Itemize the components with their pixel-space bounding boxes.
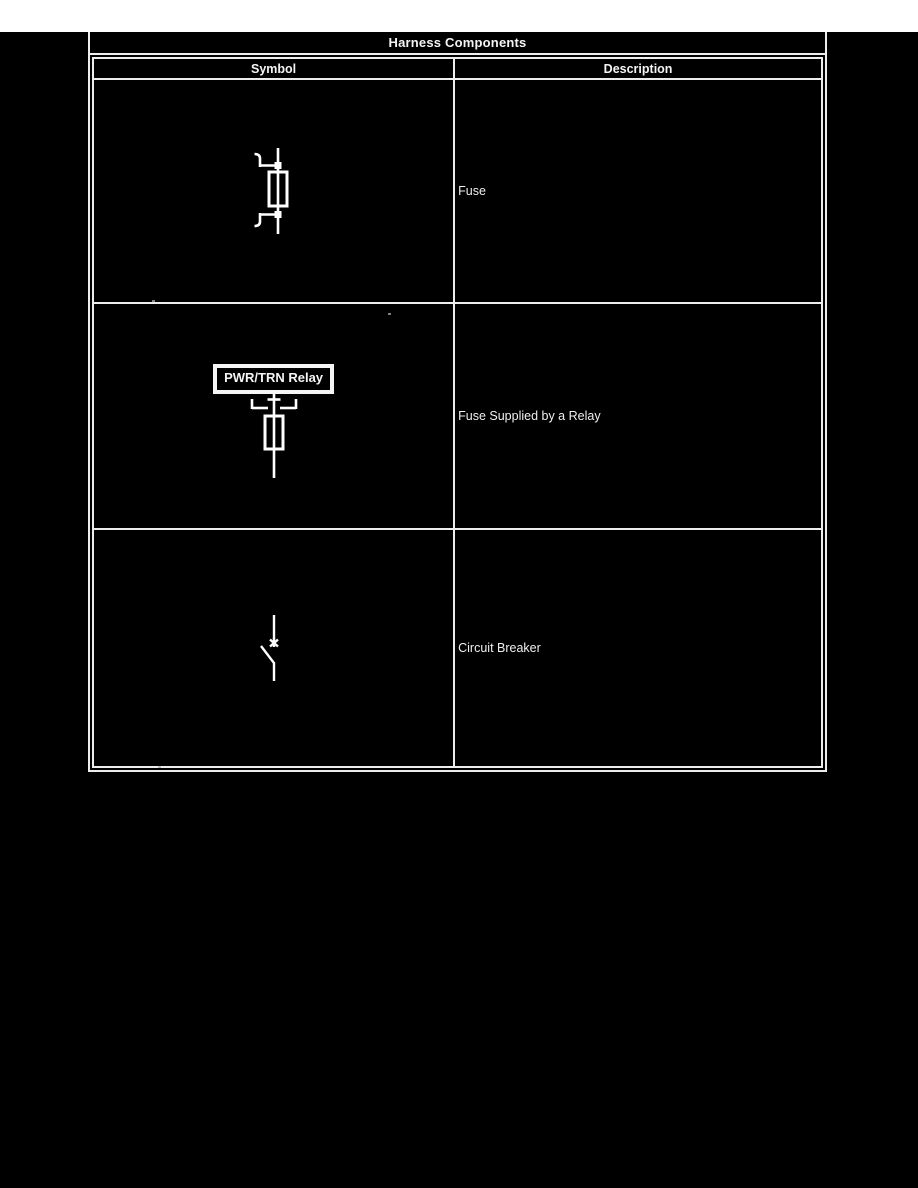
relay-label-box: PWR/TRN Relay <box>213 364 334 393</box>
relay-fed-fuse-symbol <box>244 394 304 482</box>
table-title: Harness Components <box>90 32 825 55</box>
symbol-cell <box>94 304 455 528</box>
scan-artifact <box>152 300 155 302</box>
description-cell: Fuse <box>458 184 486 198</box>
description-cell: Circuit Breaker <box>458 641 541 655</box>
column-header-description: Description <box>603 61 673 76</box>
table-row <box>94 80 821 304</box>
symbol-cell <box>94 80 455 302</box>
fuse-supplied-by-relay-symbol <box>213 364 334 481</box>
harness-components-table <box>88 32 827 772</box>
description-cell: Fuse Supplied by a Relay <box>458 409 601 423</box>
graphic-area <box>0 32 918 1188</box>
symbol-cell <box>94 530 455 766</box>
table-row <box>94 530 821 766</box>
inner-table <box>92 57 823 768</box>
scan-artifact <box>388 313 391 315</box>
table-row <box>94 304 821 530</box>
column-header-symbol: Symbol <box>94 59 455 78</box>
scan-artifact <box>158 766 161 768</box>
header-row <box>94 59 821 80</box>
circuit-breaker-symbol <box>254 615 294 681</box>
fuse-symbol <box>244 148 304 234</box>
